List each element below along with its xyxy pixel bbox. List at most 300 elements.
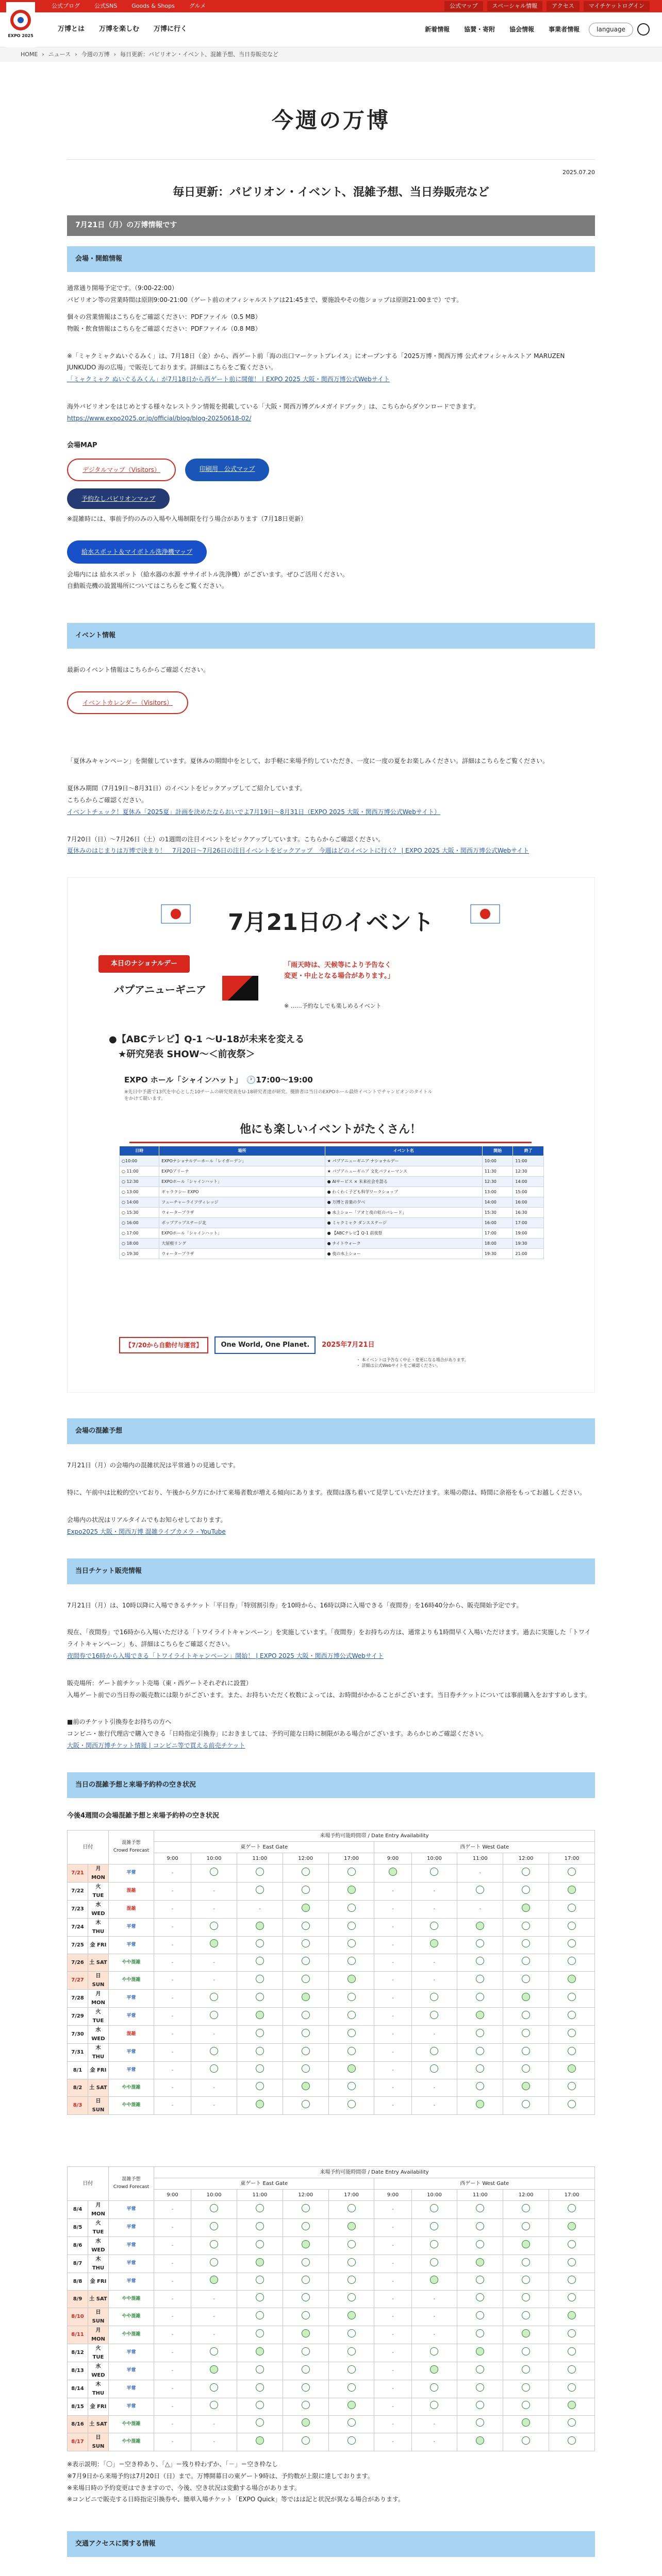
available-circle-icon[interactable]	[347, 2293, 356, 2301]
special-info-link[interactable]: スペーシャル情報	[487, 1, 543, 11]
topbar-link-goods[interactable]: Goods & Shops	[131, 3, 175, 9]
official-map-link[interactable]: 公式マップ	[444, 1, 483, 11]
available-circle-icon[interactable]	[347, 2204, 356, 2212]
available-circle-icon[interactable]	[347, 2047, 356, 2055]
available-circle-icon[interactable]	[347, 2029, 356, 2037]
available-circle-icon[interactable]	[302, 2383, 310, 2392]
summer-campaign-text: 「夏休みキャンペーン」を開催しています。夏休みの期間中をとして、お手軽に来場予約していただき、一度に一度の夏をお楽しみください。詳細はこちらをご覧ください。	[67, 757, 549, 765]
slot-available	[191, 2362, 237, 2380]
no-reservation-map-button[interactable]: 予約なしパビリオンマップ	[67, 488, 170, 509]
expo-logo[interactable]	[6, 2, 35, 47]
slot-available	[328, 1918, 374, 1936]
available-circle-icon[interactable]	[568, 1975, 576, 1983]
available-circle-icon[interactable]	[210, 2011, 218, 2019]
nav-association[interactable]: 協会情報	[509, 26, 535, 33]
available-circle-icon[interactable]	[568, 1922, 576, 1930]
access-link[interactable]: アクセス	[547, 1, 580, 11]
available-circle-icon[interactable]	[430, 2222, 438, 2230]
available-circle-icon[interactable]	[522, 2011, 530, 2019]
available-circle-icon[interactable]	[476, 2029, 484, 2037]
available-circle-icon[interactable]	[302, 2418, 310, 2427]
available-circle-icon[interactable]	[210, 2401, 218, 2409]
slot-available	[411, 2218, 457, 2236]
available-circle-icon[interactable]	[430, 1922, 438, 1930]
breadcrumb-home[interactable]: HOME	[21, 50, 38, 58]
available-circle-icon[interactable]	[522, 2047, 530, 2055]
breadcrumb-weekly[interactable]: 今週の万博	[81, 50, 110, 58]
available-circle-icon[interactable]	[256, 2401, 264, 2409]
slot-available	[283, 2308, 328, 2326]
available-circle-icon[interactable]	[522, 2365, 530, 2374]
available-circle-icon[interactable]	[430, 2276, 438, 2284]
available-circle-icon[interactable]	[210, 2347, 218, 2355]
availability-table-1	[67, 1830, 595, 2115]
available-circle-icon[interactable]	[210, 1868, 218, 1876]
available-circle-icon[interactable]	[210, 1939, 218, 1947]
available-circle-icon[interactable]	[430, 2383, 438, 2392]
available-circle-icon[interactable]	[302, 1975, 310, 1983]
available-circle-icon[interactable]	[568, 2311, 576, 2319]
table-cell: ○ 12:30	[120, 1176, 159, 1187]
time-slot-header: 9:00	[154, 1853, 191, 1864]
available-circle-icon[interactable]	[302, 2047, 310, 2055]
available-circle-icon[interactable]	[430, 2347, 438, 2355]
available-circle-icon[interactable]	[256, 2204, 264, 2212]
row-weekday: 火 TUE	[88, 2218, 109, 2236]
available-circle-icon[interactable]	[210, 2204, 218, 2212]
available-circle-icon[interactable]	[476, 1922, 484, 1930]
available-circle-icon[interactable]	[568, 1993, 576, 2001]
logo-mark-icon	[10, 10, 31, 30]
available-circle-icon[interactable]	[522, 2347, 530, 2355]
available-circle-icon[interactable]	[568, 2082, 576, 2090]
search-icon[interactable]	[637, 23, 650, 36]
available-circle-icon[interactable]	[522, 1975, 530, 1983]
voucher-text: コンビニ・旅行代理店で購入できる「日時指定引換券」におきましては、予約可能な日時に制限がある場合がございます。あらかじめご確認ください。	[67, 1730, 488, 1738]
availability-subheading: 今後4週間の会場混雑予想と来場予約枠の空き状況	[67, 1811, 220, 1820]
row-date: 8/10	[68, 2308, 88, 2326]
available-circle-icon[interactable]	[347, 1939, 356, 1947]
topbar-right	[444, 1, 662, 11]
nav-sponsorship[interactable]: 協賛・寄附	[464, 26, 495, 33]
event-poster	[67, 877, 595, 1393]
availability-row	[68, 2096, 595, 2114]
slot-available	[328, 2007, 374, 2025]
available-circle-icon[interactable]	[302, 2365, 310, 2374]
available-circle-icon[interactable]	[430, 2064, 438, 2073]
available-circle-icon[interactable]	[476, 1975, 484, 1983]
available-circle-icon[interactable]	[347, 1993, 356, 2001]
slot-available	[457, 2273, 503, 2290]
available-circle-icon[interactable]	[476, 2064, 484, 2073]
slot-available	[411, 1918, 457, 1936]
available-circle-icon[interactable]	[568, 2293, 576, 2301]
slot-available	[503, 2255, 549, 2273]
available-circle-icon[interactable]	[302, 1868, 310, 1876]
available-circle-icon[interactable]	[476, 2329, 484, 2337]
row-forecast: 混雑	[109, 1900, 154, 1918]
available-circle-icon[interactable]	[568, 2276, 576, 2284]
available-circle-icon[interactable]	[476, 2276, 484, 2284]
slot-available	[503, 1989, 549, 2007]
available-circle-icon[interactable]	[256, 2383, 264, 2392]
available-circle-icon[interactable]	[522, 1922, 530, 1930]
time-slot-header: 12:00	[283, 1853, 328, 1864]
nav-about-expo[interactable]: 万博とは	[58, 25, 85, 33]
available-circle-icon[interactable]	[476, 2258, 484, 2266]
available-circle-icon[interactable]	[476, 2293, 484, 2301]
available-circle-icon[interactable]	[302, 1993, 310, 2001]
available-circle-icon[interactable]	[302, 2258, 310, 2266]
available-circle-icon[interactable]	[347, 2222, 356, 2230]
gourmet-link[interactable]: https://www.expo2025.or.jp/official/blog/blog-20250618-02/	[67, 414, 252, 422]
availability-title: 来場予約可能時間帯 / Date Entry Availability	[154, 2166, 595, 2178]
available-circle-icon[interactable]	[476, 1993, 484, 2001]
available-circle-icon[interactable]	[256, 2029, 264, 2037]
available-circle-icon[interactable]	[568, 2436, 576, 2445]
available-circle-icon[interactable]	[210, 2064, 218, 2073]
available-circle-icon[interactable]	[430, 1868, 438, 1876]
available-circle-icon[interactable]	[568, 2222, 576, 2230]
topbar-link-gourmet[interactable]: グルメ	[189, 3, 206, 9]
available-circle-icon[interactable]	[568, 2365, 576, 2374]
available-circle-icon[interactable]	[522, 2311, 530, 2319]
slot-available	[283, 2326, 328, 2344]
available-circle-icon[interactable]	[210, 2383, 218, 2392]
available-circle-icon[interactable]	[430, 2204, 438, 2212]
slot-unavailable: -	[154, 2398, 191, 2415]
available-circle-icon[interactable]	[522, 2329, 530, 2337]
available-circle-icon[interactable]	[568, 2418, 576, 2427]
week-pickup-link[interactable]: 夏休みのはじまりは万博で決まり！ 7月20日～7月26日の注目イベントをピックアップ 今週はどのイベントに行く？ | EXPO 2025 大阪・関西万博公式Webサイト	[67, 847, 529, 855]
slot-available	[191, 1864, 237, 1882]
available-circle-icon[interactable]	[256, 2011, 264, 2019]
available-circle-icon[interactable]	[302, 2222, 310, 2230]
available-circle-icon[interactable]	[347, 2418, 356, 2427]
slot-available	[503, 2043, 549, 2061]
available-circle-icon[interactable]	[522, 2418, 530, 2427]
available-circle-icon[interactable]	[476, 2418, 484, 2427]
available-circle-icon[interactable]	[347, 1922, 356, 1930]
row-forecast: 平常	[109, 2380, 154, 2398]
available-circle-icon[interactable]	[476, 2100, 484, 2108]
available-circle-icon[interactable]	[347, 1886, 356, 1894]
available-circle-icon[interactable]	[347, 2401, 356, 2409]
print-map-button[interactable]: 印刷用 公式マップ	[185, 459, 270, 481]
available-circle-icon[interactable]	[476, 2347, 484, 2355]
summer-pickup-link[interactable]: イベントチェック！夏休み「2025夏」計画を決めたならおいでよ7月19日～8月31日（EXPO 2025 大阪・関西万博公式Webサイト）	[67, 808, 440, 816]
available-circle-icon[interactable]	[256, 2082, 264, 2090]
available-circle-icon[interactable]	[476, 2240, 484, 2248]
live-camera-link[interactable]: Expo2025 大阪・関西万博 混雑ライブカメラ - YouTube	[67, 1528, 226, 1535]
available-circle-icon[interactable]	[568, 2347, 576, 2355]
available-circle-icon[interactable]	[430, 2365, 438, 2374]
slot-available	[191, 2344, 237, 2362]
available-circle-icon[interactable]	[568, 1886, 576, 1894]
row-date: 8/9	[68, 2290, 88, 2308]
twilight-link[interactable]: 夜間券で16時から入場できる「トワイライトキャンペーン」開始！ | EXPO 2025 大阪・関西万博公式Webサイト	[67, 1652, 384, 1660]
plush-link[interactable]: 「ミャクミャク ぬいぐるみくん」が7月18日から西ゲート前に開催！ | EXPO 2025 大阪・関西万博公式Webサイト	[67, 376, 390, 383]
row-forecast: 混雑	[109, 1882, 154, 1900]
available-circle-icon[interactable]	[302, 2401, 310, 2409]
available-circle-icon[interactable]	[568, 1939, 576, 1947]
available-circle-icon[interactable]	[302, 2204, 310, 2212]
available-circle-icon[interactable]	[302, 2347, 310, 2355]
event-calendar-button[interactable]: イベントカレンダー（Visitors）	[67, 691, 188, 714]
available-circle-icon[interactable]	[256, 2293, 264, 2301]
available-circle-icon[interactable]	[302, 1939, 310, 1947]
poster-footer	[119, 1336, 375, 1354]
slot-available	[237, 2308, 283, 2326]
available-circle-icon[interactable]	[256, 2347, 264, 2355]
available-circle-icon[interactable]	[430, 1939, 438, 1947]
available-circle-icon[interactable]	[430, 2047, 438, 2055]
available-circle-icon[interactable]	[522, 2383, 530, 2392]
available-circle-icon[interactable]	[302, 2082, 310, 2090]
available-circle-icon[interactable]	[476, 1957, 484, 1965]
site-header	[0, 12, 662, 47]
slot-unavailable: -	[374, 1989, 411, 2007]
available-circle-icon[interactable]	[210, 2222, 218, 2230]
available-circle-icon[interactable]	[476, 2365, 484, 2374]
nav-business[interactable]: 事業者情報	[549, 26, 580, 33]
available-circle-icon[interactable]	[522, 2240, 530, 2248]
available-circle-icon[interactable]	[256, 2276, 264, 2284]
available-circle-icon[interactable]	[210, 1993, 218, 2001]
available-circle-icon[interactable]	[476, 2082, 484, 2090]
available-circle-icon[interactable]	[347, 2365, 356, 2374]
available-circle-icon[interactable]	[568, 2329, 576, 2337]
available-circle-icon[interactable]	[256, 1886, 264, 1894]
available-circle-icon[interactable]	[210, 2047, 218, 2055]
available-circle-icon[interactable]	[347, 2258, 356, 2266]
available-circle-icon[interactable]	[347, 1957, 356, 1965]
available-circle-icon[interactable]	[522, 1904, 530, 1912]
slot-unavailable: -	[191, 2079, 237, 2096]
available-circle-icon[interactable]	[256, 1993, 264, 2001]
available-circle-icon[interactable]	[522, 2293, 530, 2301]
available-circle-icon[interactable]	[256, 1939, 264, 1947]
slot-unavailable: -	[191, 1971, 237, 1989]
available-circle-icon[interactable]	[256, 2365, 264, 2374]
available-circle-icon[interactable]	[256, 1868, 264, 1876]
available-circle-icon[interactable]	[302, 2436, 310, 2445]
slot-unavailable: -	[411, 2415, 457, 2433]
available-circle-icon[interactable]	[347, 2082, 356, 2090]
available-circle-icon[interactable]	[256, 2240, 264, 2248]
digital-map-button[interactable]: デジタルマップ（Visitors）	[67, 459, 176, 481]
available-circle-icon[interactable]	[347, 2347, 356, 2355]
nav-enjoy-expo[interactable]: 万博を楽しむ	[99, 25, 140, 33]
voucher-link[interactable]: 大阪・関西万博チケット情報 | コンビニ等で買える前売チケット	[67, 1742, 245, 1749]
available-circle-icon[interactable]	[210, 2258, 218, 2266]
available-circle-icon[interactable]	[476, 2222, 484, 2230]
available-circle-icon[interactable]	[210, 2365, 218, 2374]
my-ticket-login-link[interactable]: マイチケットログイン	[584, 1, 650, 11]
available-circle-icon[interactable]	[347, 2011, 356, 2019]
available-circle-icon[interactable]	[256, 2064, 264, 2073]
water-spot-map-button[interactable]: 給水スポット＆マイボトル洗浄機マップ	[67, 540, 207, 563]
row-weekday: 土 SAT	[88, 1954, 109, 1971]
available-circle-icon[interactable]	[347, 2311, 356, 2319]
available-circle-icon[interactable]	[302, 2029, 310, 2037]
available-circle-icon[interactable]	[347, 2064, 356, 2073]
available-circle-icon[interactable]	[568, 1957, 576, 1965]
available-circle-icon[interactable]	[476, 2011, 484, 2019]
slot-unavailable: -	[154, 2380, 191, 2398]
available-circle-icon[interactable]	[476, 1939, 484, 1947]
nav-visit-expo[interactable]: 万博に行く	[154, 25, 188, 33]
available-circle-icon[interactable]	[347, 2240, 356, 2248]
available-circle-icon[interactable]	[476, 2383, 484, 2392]
slot-available	[549, 1882, 595, 1900]
available-circle-icon[interactable]	[568, 2100, 576, 2108]
available-circle-icon[interactable]	[256, 1957, 264, 1965]
available-circle-icon[interactable]	[522, 1993, 530, 2001]
available-circle-icon[interactable]	[256, 2047, 264, 2055]
available-circle-icon[interactable]	[522, 2276, 530, 2284]
available-circle-icon[interactable]	[430, 2240, 438, 2248]
available-circle-icon[interactable]	[568, 2064, 576, 2073]
slot-unavailable: -	[374, 2200, 411, 2218]
available-circle-icon[interactable]	[347, 2276, 356, 2284]
available-circle-icon[interactable]	[568, 2204, 576, 2212]
available-circle-icon[interactable]	[210, 1922, 218, 1930]
available-circle-icon[interactable]	[568, 2011, 576, 2019]
available-circle-icon[interactable]	[302, 2100, 310, 2108]
hours-line-pdf[interactable]: 個々の営業情報はこちらをご確認ください：PDFファイル（0.5 MB）	[67, 313, 261, 320]
available-circle-icon[interactable]	[347, 2436, 356, 2445]
table-cell: 15:00	[513, 1187, 544, 1197]
available-circle-icon[interactable]	[568, 1904, 576, 1912]
available-circle-icon[interactable]	[430, 2401, 438, 2409]
available-circle-icon[interactable]	[347, 2100, 356, 2108]
row-forecast: 平常	[109, 2398, 154, 2415]
available-circle-icon[interactable]	[522, 2064, 530, 2073]
available-circle-icon[interactable]	[347, 1975, 356, 1983]
available-circle-icon[interactable]	[522, 2401, 530, 2409]
available-circle-icon[interactable]	[476, 2401, 484, 2409]
availability-heading: 当日の混雑予想と来場予約枠の空き状況	[67, 1772, 595, 1798]
available-circle-icon[interactable]	[522, 2204, 530, 2212]
available-circle-icon[interactable]	[302, 1922, 310, 1930]
topbar-link-sns[interactable]: 公式SNS	[94, 3, 118, 9]
available-circle-icon[interactable]	[302, 2311, 310, 2319]
available-circle-icon[interactable]	[430, 1993, 438, 2001]
slot-available	[549, 2308, 595, 2326]
available-circle-icon[interactable]	[302, 2064, 310, 2073]
available-circle-icon[interactable]	[568, 2240, 576, 2248]
available-circle-icon[interactable]	[302, 1904, 310, 1912]
available-circle-icon[interactable]	[476, 2311, 484, 2319]
available-circle-icon[interactable]	[302, 2276, 310, 2284]
available-circle-icon[interactable]	[522, 2222, 530, 2230]
slot-available	[411, 2255, 457, 2273]
slot-unavailable: -	[411, 2025, 457, 2043]
available-circle-icon[interactable]	[522, 1886, 530, 1894]
available-circle-icon[interactable]	[347, 1904, 356, 1912]
slot-available	[328, 2236, 374, 2255]
slot-unavailable: -	[411, 1971, 457, 1989]
available-circle-icon[interactable]	[522, 2100, 530, 2108]
available-circle-icon[interactable]	[256, 1975, 264, 1983]
availability-note: ※表示説明：「〇」＝空き枠あり、「△」＝残り枠わずか、「－」＝空き枠なし	[67, 2460, 278, 2468]
table-cell: ポップアップステージ北	[159, 1217, 325, 1228]
available-circle-icon[interactable]	[568, 2383, 576, 2392]
available-circle-icon[interactable]	[347, 1868, 356, 1876]
available-circle-icon[interactable]	[476, 2047, 484, 2055]
available-circle-icon[interactable]	[256, 2311, 264, 2319]
row-weekday: 土 SAT	[88, 2079, 109, 2096]
available-circle-icon[interactable]	[476, 2436, 484, 2445]
language-selector[interactable]: language	[589, 23, 633, 36]
slot-available	[237, 2025, 283, 2043]
available-circle-icon[interactable]	[568, 2401, 576, 2409]
available-circle-icon[interactable]	[256, 2436, 264, 2445]
slot-available	[549, 1936, 595, 1954]
row-date: 7/23	[68, 1900, 88, 1918]
available-circle-icon[interactable]	[522, 2258, 530, 2266]
hours-line-pdf[interactable]: 物販・飲食情報はこちらをご確認ください：PDFファイル（0.8 MB）	[67, 325, 261, 332]
available-circle-icon[interactable]	[522, 2082, 530, 2090]
available-circle-icon[interactable]	[256, 2329, 264, 2337]
available-circle-icon[interactable]	[430, 2011, 438, 2019]
available-circle-icon[interactable]	[302, 2011, 310, 2019]
available-circle-icon[interactable]	[210, 2276, 218, 2284]
available-circle-icon[interactable]	[476, 2204, 484, 2212]
available-circle-icon[interactable]	[476, 1886, 484, 1894]
available-circle-icon[interactable]	[389, 1868, 397, 1876]
available-circle-icon[interactable]	[522, 1868, 530, 1876]
available-circle-icon[interactable]	[568, 2047, 576, 2055]
featured-event: ●【ABCテレビ】Q-1 ～U-18が未来を変える ★研究発表 SHOW～＜前夜祭＞	[109, 1034, 305, 1060]
available-circle-icon[interactable]	[302, 2240, 310, 2248]
available-circle-icon[interactable]	[256, 2418, 264, 2427]
available-circle-icon[interactable]	[347, 2383, 356, 2392]
nav-news[interactable]: 新着情報	[425, 26, 450, 33]
title-divider	[67, 159, 595, 160]
available-circle-icon[interactable]	[568, 2258, 576, 2266]
slot-available	[411, 1936, 457, 1954]
available-circle-icon[interactable]	[302, 1886, 310, 1894]
availability-row	[68, 2200, 595, 2218]
available-circle-icon[interactable]	[568, 1868, 576, 1876]
slot-available	[457, 1936, 503, 1954]
available-circle-icon[interactable]	[522, 2436, 530, 2445]
available-circle-icon[interactable]	[302, 1957, 310, 1965]
slot-unavailable: -	[154, 2043, 191, 2061]
available-circle-icon[interactable]	[302, 2293, 310, 2301]
available-circle-icon[interactable]	[256, 2100, 264, 2108]
topbar-link-blog[interactable]: 公式ブログ	[52, 3, 80, 9]
availability-row	[68, 2362, 595, 2380]
available-circle-icon[interactable]	[347, 2329, 356, 2337]
available-circle-icon[interactable]	[302, 2329, 310, 2337]
available-circle-icon[interactable]	[256, 2222, 264, 2230]
breadcrumb-news[interactable]: ニュース	[48, 50, 71, 58]
available-circle-icon[interactable]	[210, 2240, 218, 2248]
available-circle-icon[interactable]	[256, 1922, 264, 1930]
date-heading: 7月21日（月）の万博情報です	[67, 215, 595, 236]
available-circle-icon[interactable]	[522, 1939, 530, 1947]
available-circle-icon[interactable]	[430, 2258, 438, 2266]
slot-available	[283, 2380, 328, 2398]
available-circle-icon[interactable]	[256, 2258, 264, 2266]
available-circle-icon[interactable]	[522, 1957, 530, 1965]
time-slot-header: 9:00	[154, 2189, 191, 2200]
available-circle-icon[interactable]	[522, 2029, 530, 2037]
available-circle-icon[interactable]	[568, 2029, 576, 2037]
